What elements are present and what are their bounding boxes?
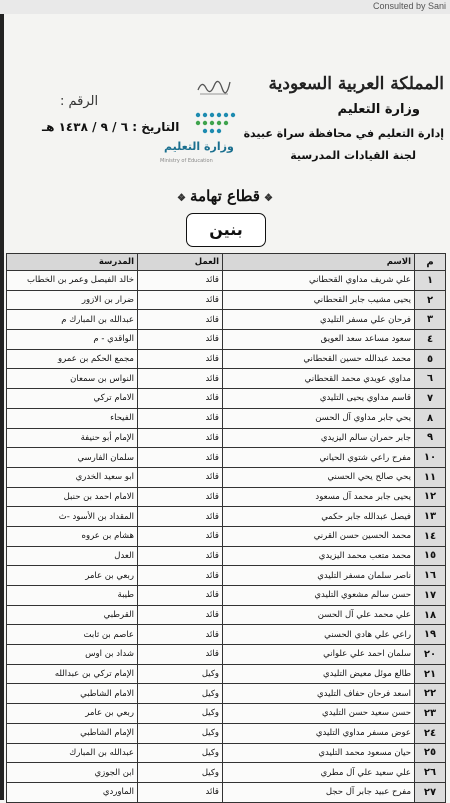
cell-role: قائد: [138, 526, 223, 546]
table-row: [7, 625, 446, 645]
col-role: العمل: [138, 254, 223, 271]
table-row: [7, 428, 446, 448]
cell-school: الإمام تركي بن عبدالله: [7, 664, 138, 684]
cell-name: ناصر سلمان مسفر التليدي: [223, 566, 415, 586]
sector-title: [140, 183, 310, 209]
cell-num: ١٣: [415, 507, 446, 527]
table-row: [7, 645, 446, 665]
table-row: [7, 546, 446, 566]
cell-name: علي سعيد علي آل مطري: [223, 763, 415, 783]
boys-badge: بنين: [186, 213, 266, 247]
cell-school: سلمان الفارسي: [7, 448, 138, 468]
cell-school: عبدالله بن المبارك: [7, 743, 138, 763]
cell-name: راعي علي هادي الحسني: [223, 625, 415, 645]
cell-role: قائد: [138, 566, 223, 586]
kingdom-title: المملكة العربية السعودية: [268, 74, 444, 94]
cell-num: ١٥: [415, 546, 446, 566]
cell-role: قائد: [138, 586, 223, 606]
cell-school: طيبة: [7, 586, 138, 606]
cell-num: ١٩: [415, 625, 446, 645]
cell-role: وكيل: [138, 684, 223, 704]
cell-school: الامام الشاطبي: [7, 684, 138, 704]
table-row: [7, 704, 446, 724]
cell-school: ضرار بن الازور: [7, 290, 138, 310]
cell-num: ٨: [415, 408, 446, 428]
col-name: الاسم: [223, 254, 415, 271]
cell-role: قائد: [138, 487, 223, 507]
table-row: [7, 763, 446, 783]
cell-role: وكيل: [138, 704, 223, 724]
committee-title: لجنة القيادات المدرسية: [290, 149, 416, 162]
cell-role: قائد: [138, 271, 223, 291]
cell-name: طالع موئل معيض التليدي: [223, 664, 415, 684]
table-row: [7, 310, 446, 330]
moe-dots-icon: [192, 110, 242, 136]
cell-school: العدل: [7, 546, 138, 566]
table-row: [7, 782, 446, 802]
cell-name: محمد متعب محمد اليزيدي: [223, 546, 415, 566]
cell-name: مفرح راعي شتوي الحياني: [223, 448, 415, 468]
leaders-table: [6, 253, 446, 798]
cell-num: ١٠: [415, 448, 446, 468]
cell-role: وكيل: [138, 743, 223, 763]
cell-num: ٢١: [415, 664, 446, 684]
cell-role: قائد: [138, 605, 223, 625]
table-row: [7, 487, 446, 507]
cell-num: ٥: [415, 349, 446, 369]
cell-name: مداوي عويدي محمد القحطاني: [223, 369, 415, 389]
cell-school: ابو سعيد الخدري: [7, 467, 138, 487]
cell-name: يحيى مشيب جابر القحطاني: [223, 290, 415, 310]
cell-role: قائد: [138, 645, 223, 665]
table-row: [7, 290, 446, 310]
cell-num: ٢٣: [415, 704, 446, 724]
cell-name: فرحان علي مسفر التليدي: [223, 310, 415, 330]
cell-num: ١٤: [415, 526, 446, 546]
table-row: [7, 408, 446, 428]
cell-role: قائد: [138, 428, 223, 448]
cell-name: محمد عبدالله حسين القحطاني: [223, 349, 415, 369]
cell-name: عوض مسفر مداوي التليدي: [223, 723, 415, 743]
cell-role: قائد: [138, 408, 223, 428]
cell-num: ١٦: [415, 566, 446, 586]
table-row: [7, 448, 446, 468]
table-row: [7, 566, 446, 586]
cell-num: ٢٦: [415, 763, 446, 783]
cell-role: وكيل: [138, 723, 223, 743]
date-label: التاريخ : ٦ / ٩ / ١٤٣٨ هـ: [42, 120, 180, 134]
cell-num: ٢٤: [415, 723, 446, 743]
cell-num: ١٨: [415, 605, 446, 625]
cell-name: يحيى جابر محمد آل مسعود: [223, 487, 415, 507]
table-row: [7, 586, 446, 606]
cell-school: خالد الفيصل وعمر بن الخطاب: [7, 271, 138, 291]
cell-school: عبدالله بن المبارك م: [7, 310, 138, 330]
table-row: [7, 507, 446, 527]
cell-num: ٧: [415, 389, 446, 409]
diamond-icon: ❖: [263, 193, 273, 204]
cell-school: هشام بن عروه: [7, 526, 138, 546]
cell-role: قائد: [138, 369, 223, 389]
reference-number-label: الرقم :: [60, 94, 99, 109]
table-row: [7, 271, 446, 291]
table-row: [7, 330, 446, 350]
sector-label: قطاع تهامة: [190, 187, 260, 205]
cell-role: قائد: [138, 546, 223, 566]
cell-name: قاسم مداوي يحيى التليدي: [223, 389, 415, 409]
cell-role: قائد: [138, 782, 223, 802]
cell-school: النواس بن سمعان: [7, 369, 138, 389]
cell-name: سلمان احمد علي علواني: [223, 645, 415, 665]
cell-num: ٩: [415, 428, 446, 448]
cell-school: ربعي بن عامر: [7, 566, 138, 586]
cell-num: ٤: [415, 330, 446, 350]
cell-school: المقداد بن الأسود -ث: [7, 507, 138, 527]
cell-role: قائد: [138, 507, 223, 527]
col-num: م: [415, 254, 446, 271]
table-row: [7, 369, 446, 389]
table-row: [7, 526, 446, 546]
cell-name: علي محمد علي آل الحسن: [223, 605, 415, 625]
cell-school: الماوردي: [7, 782, 138, 802]
cell-num: ٣: [415, 310, 446, 330]
cell-role: قائد: [138, 290, 223, 310]
cell-name: فيصل عبدالله جابر حكمي: [223, 507, 415, 527]
cell-role: قائد: [138, 330, 223, 350]
cell-num: ١١: [415, 467, 446, 487]
cell-num: ٦: [415, 369, 446, 389]
ministry-logo: [154, 74, 274, 169]
table-header-row: [7, 254, 446, 271]
table-row: [7, 664, 446, 684]
cell-role: وكيل: [138, 664, 223, 684]
cell-role: وكيل: [138, 763, 223, 783]
cell-num: ٢٢: [415, 684, 446, 704]
cell-name: يحي صالح يحي الحسني: [223, 467, 415, 487]
cell-school: ربعي بن عامر: [7, 704, 138, 724]
status-text: Consulted by Sani: [372, 1, 446, 11]
cell-name: يحي جابر مداوي آل الحسن: [223, 408, 415, 428]
cell-role: قائد: [138, 389, 223, 409]
cell-name: حسن سالم مشعوي التليدي: [223, 586, 415, 606]
letterhead: [4, 14, 450, 176]
moe-english-name: Ministry of Education: [160, 158, 213, 164]
cell-num: ١٧: [415, 586, 446, 606]
table-row: [7, 349, 446, 369]
cell-role: قائد: [138, 625, 223, 645]
cell-name: مفرح عبيد جابر آل حجل: [223, 782, 415, 802]
cell-school: عاصم بن ثابت: [7, 625, 138, 645]
cell-name: محمد الحسين حسن القرني: [223, 526, 415, 546]
table-row: [7, 743, 446, 763]
cell-name: جابر حمران سالم اليزيدي: [223, 428, 415, 448]
diamond-icon: ❖: [177, 193, 187, 204]
cell-school: الإمام أبو حنيفة: [7, 428, 138, 448]
cell-role: قائد: [138, 349, 223, 369]
cell-role: قائد: [138, 448, 223, 468]
admin-title: إدارة التعليم في محافظة سراة عبيدة: [243, 127, 444, 140]
cell-num: ٢٠: [415, 645, 446, 665]
cell-school: الامام تركي: [7, 389, 138, 409]
cell-school: الفيحاء: [7, 408, 138, 428]
cell-num: ١: [415, 271, 446, 291]
cell-school: مجمع الحكم بن عمرو: [7, 349, 138, 369]
cell-role: قائد: [138, 467, 223, 487]
cell-role: قائد: [138, 310, 223, 330]
cell-school: الإمام الشاطبي: [7, 723, 138, 743]
cell-num: ٢٥: [415, 743, 446, 763]
cell-school: شداد بن اوس: [7, 645, 138, 665]
table-row: [7, 684, 446, 704]
cell-name: حسن سعيد حسن التليدي: [223, 704, 415, 724]
table-row: [7, 389, 446, 409]
col-school: المدرسة: [7, 254, 138, 271]
table-row: [7, 467, 446, 487]
cell-school: القرطبي: [7, 605, 138, 625]
cell-num: ٢٧: [415, 782, 446, 802]
cell-name: حيان مسعود محمد التليدي: [223, 743, 415, 763]
cell-num: ١٢: [415, 487, 446, 507]
cell-num: ٢: [415, 290, 446, 310]
cell-name: اسعد فرحان حفاف التليدي: [223, 684, 415, 704]
cell-name: علي شريف مداوي القحطاني: [223, 271, 415, 291]
cell-school: ابن الجوزي: [7, 763, 138, 783]
table-row: [7, 723, 446, 743]
ministry-title: وزارة التعليم: [337, 102, 420, 117]
cell-name: سعود مساعد سعد العويق: [223, 330, 415, 350]
cell-school: الواقدي - م: [7, 330, 138, 350]
calligraphy-icon: [196, 76, 232, 96]
table-row: [7, 605, 446, 625]
cell-school: الامام احمد بن حنبل: [7, 487, 138, 507]
status-bar: [0, 0, 450, 14]
moe-name: وزارة التعليم: [164, 140, 234, 153]
